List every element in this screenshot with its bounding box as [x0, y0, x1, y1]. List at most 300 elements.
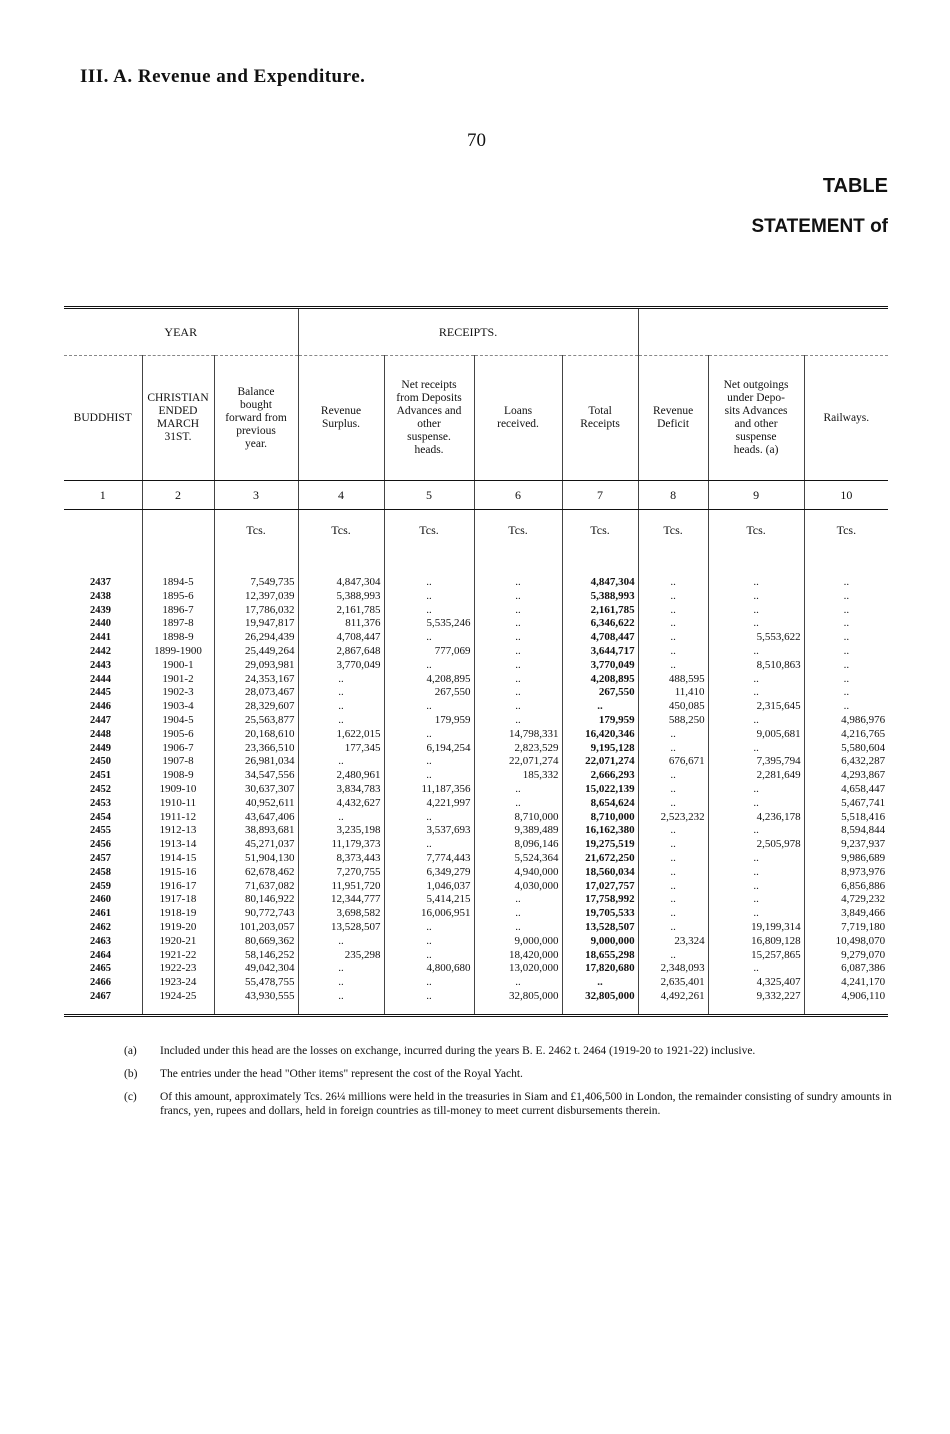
table-cell: .. [474, 976, 562, 990]
table-cell: 4,729,232 [804, 893, 888, 907]
table-cell: 16,809,128 [708, 935, 804, 949]
footnote-mark: (b) [124, 1068, 138, 1080]
table-cell: 450,085 [638, 700, 708, 714]
table-row [64, 604, 888, 618]
table-cell: .. [638, 645, 708, 659]
table-cell: .. [474, 631, 562, 645]
table-cell: 2,161,785 [298, 604, 384, 618]
header-line: Revenue [320, 405, 362, 417]
table-cell: 811,376 [298, 617, 384, 631]
table-cell: 4,800,680 [384, 962, 474, 976]
table-cell: 30,637,307 [214, 783, 298, 797]
spacer-cell [562, 550, 638, 576]
header-line: Total [588, 405, 612, 417]
table-cell: 2444 [90, 673, 111, 685]
table-cell: 18,655,298 [562, 949, 638, 963]
table-cell: .. [804, 604, 888, 618]
table-cell: .. [638, 769, 708, 783]
table-cell: 3,770,049 [298, 659, 384, 673]
table-cell: 6,346,622 [562, 617, 638, 631]
table-cell: 3,834,783 [298, 783, 384, 797]
col-header-revenue-surplus [298, 356, 384, 481]
table-cell: 1903-4 [142, 700, 214, 714]
table-cell: 26,981,034 [214, 755, 298, 769]
spacer-cell [804, 1004, 888, 1016]
table-cell: .. [298, 755, 384, 769]
table-cell: 7,719,180 [804, 921, 888, 935]
header-line: year. [245, 437, 268, 450]
spacer-cell [142, 550, 214, 576]
column-number: 3 [214, 481, 298, 510]
table-cell: .. [562, 976, 638, 990]
spacer-row [64, 1004, 888, 1016]
table-cell: 1914-15 [142, 852, 214, 866]
table-cell: 43,647,406 [214, 811, 298, 825]
column-number-row [64, 481, 888, 510]
footnote-text: Included under this head are the losses on exchange, incurred during the years B. E. 2462 t. 2464 (1919-20 to 1921-22) inclusive. [160, 1045, 756, 1057]
table-cell: 9,195,128 [562, 742, 638, 756]
table-cell: 1913-14 [142, 838, 214, 852]
table-cell: 2465 [90, 963, 111, 975]
table-cell: .. [384, 659, 474, 673]
table-row [64, 631, 888, 645]
header-line: Receipts [580, 418, 620, 430]
table-cell: .. [708, 673, 804, 687]
table-cell: 2452 [90, 783, 111, 795]
table-row [64, 893, 888, 907]
table-cell: 71,637,082 [214, 880, 298, 894]
table-cell: .. [298, 686, 384, 700]
table-cell: 5,535,246 [384, 617, 474, 631]
spacer-cell [804, 550, 888, 576]
table-cell: .. [708, 590, 804, 604]
unit-cell: Tcs. [708, 510, 804, 551]
table-cell: 1915-16 [142, 866, 214, 880]
table-cell: 2447 [90, 714, 111, 726]
table-label: TABLE [822, 175, 888, 197]
unit-row [64, 510, 888, 551]
table-cell: 49,042,304 [214, 962, 298, 976]
table-cell: 4,847,304 [562, 576, 638, 590]
table-row [64, 590, 888, 604]
table-cell: .. [474, 645, 562, 659]
table-cell: 7,774,443 [384, 852, 474, 866]
table-cell: 5,414,215 [384, 893, 474, 907]
table-cell: 23,366,510 [214, 742, 298, 756]
table-cell: 8,096,146 [474, 838, 562, 852]
table-cell: .. [562, 700, 638, 714]
table-cell: 2461 [90, 908, 111, 920]
section-title: III. A. Revenue and Expenditure. [80, 66, 366, 87]
col-header-balance [214, 356, 298, 481]
col-header-revenue-deficit [638, 356, 708, 481]
header-line: Surplus. [322, 418, 361, 430]
table-cell: 26,294,439 [214, 631, 298, 645]
table-cell: .. [474, 783, 562, 797]
table-row [64, 811, 888, 825]
table-cell: 1,622,015 [298, 728, 384, 742]
col-header-loans [474, 356, 562, 481]
unit-cell: Tcs. [384, 510, 474, 551]
table-cell: .. [298, 976, 384, 990]
table-row [64, 852, 888, 866]
table-cell: 2442 [90, 645, 111, 657]
spacer-cell [474, 550, 562, 576]
table-cell: 1920-21 [142, 935, 214, 949]
table-cell: 179,959 [384, 714, 474, 728]
table-cell: 1908-9 [142, 769, 214, 783]
table-row [64, 645, 888, 659]
header-line: MARCH [156, 418, 200, 430]
table-cell: .. [474, 907, 562, 921]
table-cell: .. [384, 811, 474, 825]
table-row [64, 949, 888, 963]
table-cell: 19,705,533 [562, 907, 638, 921]
table-cell: 4,221,997 [384, 797, 474, 811]
table-cell: 5,518,416 [804, 811, 888, 825]
table-cell: .. [638, 838, 708, 852]
table-cell: 6,349,279 [384, 866, 474, 880]
table-cell: 62,678,462 [214, 866, 298, 880]
table-cell: 32,805,000 [562, 990, 638, 1004]
table-cell: 1912-13 [142, 824, 214, 838]
footnote-text: The entries under the head "Other items" represent the cost of the Royal Yacht. [160, 1068, 523, 1080]
table-cell: 14,798,331 [474, 728, 562, 742]
table-cell: .. [474, 659, 562, 673]
table-cell: 80,669,362 [214, 935, 298, 949]
table-cell: 25,563,877 [214, 714, 298, 728]
table-cell: 4,492,261 [638, 990, 708, 1004]
table-row [64, 866, 888, 880]
table-cell: 8,973,976 [804, 866, 888, 880]
table-row [64, 921, 888, 935]
table-cell: 11,179,373 [298, 838, 384, 852]
table-cell: 1923-24 [142, 976, 214, 990]
table-cell: 2463 [90, 935, 111, 947]
header-line: under Depo- [727, 392, 785, 404]
table-row [64, 824, 888, 838]
table-row [64, 962, 888, 976]
table-cell: .. [298, 935, 384, 949]
footnote-mark: (c) [124, 1091, 137, 1103]
header-line: ENDED [158, 405, 198, 417]
table-cell: .. [804, 617, 888, 631]
table-cell: 1918-19 [142, 907, 214, 921]
table-cell: 2449 [90, 742, 111, 754]
column-number: 10 [804, 481, 888, 510]
table-cell: .. [384, 949, 474, 963]
table-cell: 3,537,693 [384, 824, 474, 838]
table-cell: 2,161,785 [562, 604, 638, 618]
table-cell: 1899-1900 [142, 645, 214, 659]
table-cell: 32,805,000 [474, 990, 562, 1004]
header-line: heads. (a) [733, 444, 779, 456]
table-cell: .. [384, 990, 474, 1004]
table-row [64, 769, 888, 783]
table-cell: 18,420,000 [474, 949, 562, 963]
spacer-cell [298, 550, 384, 576]
table-cell: 2,281,649 [708, 769, 804, 783]
table-cell: .. [708, 714, 804, 728]
unit-cell [142, 510, 214, 551]
table-cell: 2439 [90, 604, 111, 616]
table-cell: .. [384, 921, 474, 935]
column-number: 7 [562, 481, 638, 510]
table-cell: .. [384, 576, 474, 590]
table-cell: 10,498,070 [804, 935, 888, 949]
column-number: 9 [708, 481, 804, 510]
table-cell: 2466 [90, 977, 111, 989]
revenue-table-container [64, 306, 888, 1017]
table-cell: 1909-10 [142, 783, 214, 797]
table-cell: .. [708, 604, 804, 618]
table-cell: 2464 [90, 949, 111, 961]
table-cell: 1898-9 [142, 631, 214, 645]
table-cell: 11,187,356 [384, 783, 474, 797]
column-header-row [64, 356, 888, 481]
table-row [64, 976, 888, 990]
table-cell: 2441 [90, 632, 111, 644]
table-cell: .. [638, 921, 708, 935]
table-cell: 267,550 [384, 686, 474, 700]
footnote-mark: (a) [124, 1045, 137, 1057]
unit-cell: Tcs. [474, 510, 562, 551]
table-cell: .. [804, 645, 888, 659]
table-cell: 2,823,529 [474, 742, 562, 756]
col-header-buddhist [64, 356, 142, 481]
header-line: Advances and [396, 405, 462, 417]
spacer-cell [474, 1004, 562, 1016]
header-line: CHRISTIAN [147, 392, 209, 404]
table-cell: .. [708, 824, 804, 838]
spacer-cell [638, 1004, 708, 1016]
table-cell: 90,772,743 [214, 907, 298, 921]
table-row [64, 659, 888, 673]
table-cell: .. [638, 852, 708, 866]
table-cell: 6,432,287 [804, 755, 888, 769]
table-cell: 18,560,034 [562, 866, 638, 880]
header-line: from Deposits [396, 392, 462, 404]
footnote [124, 1067, 892, 1081]
table-cell: 2448 [90, 728, 111, 740]
table-cell: 1916-17 [142, 880, 214, 894]
table-cell: .. [384, 590, 474, 604]
table-cell: .. [638, 893, 708, 907]
table-cell: 2453 [90, 797, 111, 809]
table-cell: 38,893,681 [214, 824, 298, 838]
table-cell: .. [804, 590, 888, 604]
table-cell: .. [298, 714, 384, 728]
table-cell: 267,550 [562, 686, 638, 700]
table-cell: 2462 [90, 921, 111, 933]
spacer-row [64, 550, 888, 576]
table-cell: 3,644,717 [562, 645, 638, 659]
spacer-cell [64, 550, 142, 576]
header-line: suspense. [407, 431, 451, 443]
table-cell: .. [708, 893, 804, 907]
table-cell: .. [384, 631, 474, 645]
table-cell: 5,553,622 [708, 631, 804, 645]
table-cell: .. [298, 811, 384, 825]
table-cell: 1894-5 [142, 576, 214, 590]
table-row [64, 797, 888, 811]
table-cell: .. [638, 949, 708, 963]
col-header-net-outgoings [708, 356, 804, 481]
table-cell: .. [474, 797, 562, 811]
table-cell: 6,856,886 [804, 880, 888, 894]
table-cell: .. [708, 866, 804, 880]
header-line: Railways. [823, 411, 870, 424]
table-cell: .. [474, 893, 562, 907]
table-cell: 588,250 [638, 714, 708, 728]
header-line: Deficit [657, 418, 690, 430]
table-cell: 45,271,037 [214, 838, 298, 852]
table-cell: 17,758,992 [562, 893, 638, 907]
unit-cell [64, 510, 142, 551]
table-cell: .. [384, 728, 474, 742]
table-cell: .. [474, 700, 562, 714]
table-cell: 235,298 [298, 949, 384, 963]
table-cell: .. [384, 769, 474, 783]
header-line: Revenue [652, 405, 694, 417]
table-cell: 1901-2 [142, 673, 214, 687]
table-cell: 2437 [90, 577, 111, 588]
spacer-cell [562, 1004, 638, 1016]
table-cell: 179,959 [562, 714, 638, 728]
table-cell: 2458 [90, 866, 111, 878]
col-header-buddhist-text: BUDDHIST [73, 411, 132, 424]
table-cell: .. [708, 783, 804, 797]
table-cell: 22,071,274 [474, 755, 562, 769]
table-cell: 4,030,000 [474, 880, 562, 894]
header-line: 31ST. [164, 431, 192, 443]
header-line: and other [734, 418, 778, 430]
table-cell: 3,849,466 [804, 907, 888, 921]
table-cell: 12,344,777 [298, 893, 384, 907]
table-row [64, 728, 888, 742]
table-cell: 17,786,032 [214, 604, 298, 618]
table-row [64, 714, 888, 728]
table-cell: .. [638, 659, 708, 673]
table-cell: 2440 [90, 618, 111, 630]
table-cell: 4,208,895 [562, 673, 638, 687]
table-cell: 3,770,049 [562, 659, 638, 673]
table-row [64, 755, 888, 769]
table-cell: 29,093,981 [214, 659, 298, 673]
table-cell: 2460 [90, 894, 111, 906]
table-cell: 80,146,922 [214, 893, 298, 907]
table-cell: 4,986,976 [804, 714, 888, 728]
footnote [124, 1044, 892, 1058]
table-cell: .. [474, 714, 562, 728]
header-line: heads. [414, 444, 444, 456]
table-cell: 8,710,000 [562, 811, 638, 825]
table-cell: 13,528,507 [298, 921, 384, 935]
table-row [64, 700, 888, 714]
header-line: previous [236, 424, 276, 437]
table-cell: .. [638, 617, 708, 631]
unit-cell: Tcs. [214, 510, 298, 551]
group-header-year: YEAR [64, 308, 298, 356]
table-cell: .. [638, 590, 708, 604]
table-cell: 177,345 [298, 742, 384, 756]
table-cell: 2467 [90, 990, 111, 1002]
header-line: sits Advances [724, 405, 788, 417]
table-cell: 8,710,000 [474, 811, 562, 825]
table-cell: 8,594,844 [804, 824, 888, 838]
table-cell: .. [298, 962, 384, 976]
table-cell: 7,549,735 [214, 576, 298, 590]
table-cell: 2457 [90, 852, 111, 864]
spacer-cell [638, 550, 708, 576]
table-cell: 8,654,624 [562, 797, 638, 811]
col-header-total-receipts [562, 356, 638, 481]
table-cell: 1897-8 [142, 617, 214, 631]
table-cell: .. [708, 576, 804, 590]
unit-cell: Tcs. [804, 510, 888, 551]
table-cell: 5,388,993 [562, 590, 638, 604]
revenue-expenditure-table [64, 306, 888, 1017]
table-cell: .. [708, 962, 804, 976]
table-cell: 17,820,680 [562, 962, 638, 976]
spacer-cell [708, 1004, 804, 1016]
header-line: other [417, 418, 441, 430]
table-cell: .. [638, 783, 708, 797]
table-cell: 9,237,937 [804, 838, 888, 852]
table-cell: 2,348,093 [638, 962, 708, 976]
table-cell: 2445 [90, 687, 111, 699]
table-cell: 3,235,198 [298, 824, 384, 838]
table-cell: 1,046,037 [384, 880, 474, 894]
table-cell: .. [638, 824, 708, 838]
table-cell: 2454 [90, 811, 111, 823]
table-cell: .. [384, 976, 474, 990]
header-line: received. [497, 418, 539, 430]
table-cell: .. [384, 935, 474, 949]
table-cell: 6,087,386 [804, 962, 888, 976]
table-cell: 2,635,401 [638, 976, 708, 990]
column-number: 1 [64, 481, 142, 510]
table-cell: 6,194,254 [384, 742, 474, 756]
column-number: 6 [474, 481, 562, 510]
table-cell: 16,162,380 [562, 824, 638, 838]
table-cell: .. [708, 617, 804, 631]
table-cell: 13,020,000 [474, 962, 562, 976]
table-cell: 4,208,895 [384, 673, 474, 687]
spacer-cell [142, 1004, 214, 1016]
table-cell: 4,236,178 [708, 811, 804, 825]
table-cell: 2450 [90, 756, 111, 768]
unit-cell: Tcs. [298, 510, 384, 551]
table-cell: 1921-22 [142, 949, 214, 963]
table-cell: .. [474, 686, 562, 700]
table-cell: 5,524,364 [474, 852, 562, 866]
group-header-row [64, 308, 888, 356]
table-cell: .. [804, 631, 888, 645]
table-cell: 8,510,863 [708, 659, 804, 673]
footnotes [124, 1044, 892, 1127]
table-cell: .. [708, 742, 804, 756]
header-line: Balance [237, 385, 275, 398]
table-row [64, 880, 888, 894]
table-cell: 1917-18 [142, 893, 214, 907]
table-cell: 676,671 [638, 755, 708, 769]
table-cell: 1922-23 [142, 962, 214, 976]
table-cell: .. [708, 686, 804, 700]
table-cell: 2,315,645 [708, 700, 804, 714]
table-cell: 7,270,755 [298, 866, 384, 880]
table-cell: 2446 [90, 701, 111, 713]
